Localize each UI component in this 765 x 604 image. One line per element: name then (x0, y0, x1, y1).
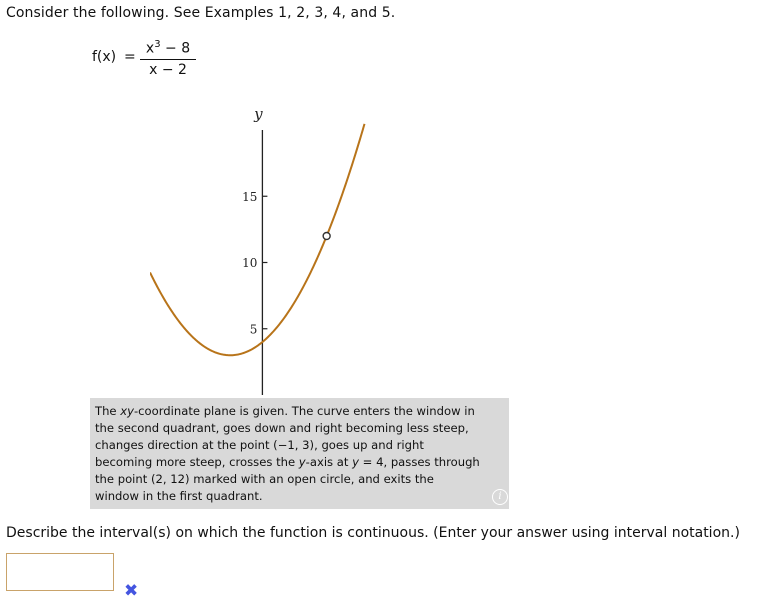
description-line: the point (2, 12) marked with an open circle, and exits the (95, 472, 434, 486)
curve-line (150, 124, 365, 355)
fraction-denominator: x − 2 (149, 61, 187, 78)
y-tick-label: 15 (242, 189, 258, 204)
fraction-bar (140, 59, 196, 60)
desc-emphasis: xy (120, 404, 134, 418)
open-circle-point (323, 233, 330, 240)
desc-text: becoming more steep, crosses the (95, 455, 299, 469)
numerator-exponent: 3 (154, 39, 161, 50)
y-tick-label: 5 (249, 322, 258, 337)
info-icon[interactable]: i (492, 489, 508, 505)
description-line: window in the first quadrant. (95, 489, 263, 503)
fraction-numerator (138, 36, 198, 58)
answer-input[interactable] (6, 553, 114, 591)
equals-sign: = (124, 49, 136, 65)
numerator-base: x (145, 40, 155, 57)
y-tick-label: 10 (242, 256, 258, 270)
instruction-text: Consider the following. See Examples 1, 2, 3, 4, and 5. (6, 5, 396, 21)
desc-text: -axis at (305, 455, 353, 469)
desc-text: -coordinate plane is given. The curve enters the window in (133, 404, 475, 418)
incorrect-x-icon: ✖ (124, 581, 139, 601)
desc-emphasis: y (352, 455, 359, 469)
graph-description (90, 398, 509, 509)
function-graph (150, 95, 370, 400)
function-name: f(x) (92, 49, 117, 65)
y-axis-label: y (254, 105, 263, 123)
function-fraction (138, 36, 198, 79)
description-line: the second quadrant, goes down and right becoming less steep, (95, 421, 469, 435)
description-line (95, 454, 503, 471)
desc-text: = 4, passes through (358, 455, 480, 469)
description-line: changes direction at the point (−1, 3), goes up and right (95, 438, 424, 452)
desc-text: The (95, 404, 121, 418)
question-text: Describe the interval(s) on which the function is continuous. (Enter your answer using interval notation.) (6, 525, 740, 541)
numerator-rest: − 8 (160, 40, 191, 57)
desc-emphasis: y (298, 455, 306, 469)
description-line (95, 403, 503, 420)
